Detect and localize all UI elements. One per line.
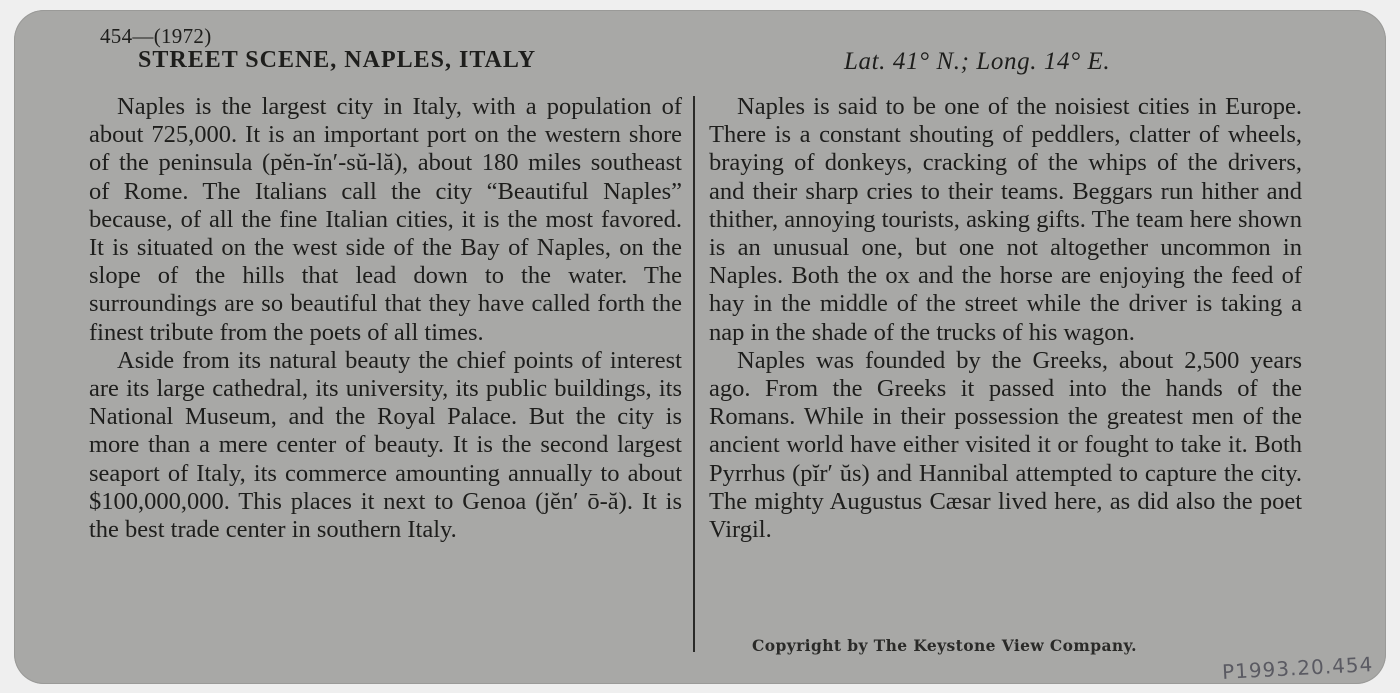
card-title: STREET SCENE, NAPLES, ITALY bbox=[138, 47, 537, 73]
paragraph: Aside from its natural beauty the chief points of interest are its large cathedral, its university, its public buildings, its National Museum, and the Royal Palace. But the city is more than a mere center of beauty. It is the second largest seaport of Italy, its commerce amounting annually to about $100,000,000. This places it next to Genoa (jĕn′ ō-ă). It is the best trade center in southern Italy. bbox=[89, 346, 682, 544]
card-number: 454—(1972) bbox=[100, 24, 212, 48]
copyright-notice: Copyright by The Keystone View Company. bbox=[752, 636, 1137, 655]
stereo-card-back bbox=[14, 10, 1386, 684]
column-divider bbox=[693, 96, 695, 652]
paragraph: Naples is the largest city in Italy, with a population of about 725,000. It is an important port on the western shore of the peninsula (pĕn-ĭn′-sŭ-lă), about 180 miles southeast of Rome. The Italians call the city “Beautiful Naples” because, of all the fine Italian cities, it is the most favored. It is situated on the west side of the Bay of Naples, on the slope of the hills that lead down to the water. The surroundings are so beautiful that they have called forth the finest tribute from the poets of all times. bbox=[89, 93, 682, 346]
left-column bbox=[89, 93, 682, 544]
right-column bbox=[709, 93, 1302, 544]
coordinates: Lat. 41° N.; Long. 14° E. bbox=[844, 48, 1111, 75]
accession-number: P1993.20.454 bbox=[1221, 652, 1374, 684]
paragraph: Naples was founded by the Greeks, about 2,500 years ago. From the Greeks it passed into the hands of the Romans. While in their possession the greatest men of the ancient world have either visited it or fought to take it. Both Pyrrhus (pĭr′ ŭs) and Hannibal attempted to capture the city. The mighty Augustus Cæsar lived here, as did also the poet Virgil. bbox=[709, 346, 1302, 544]
paragraph: Naples is said to be one of the noisiest cities in Europe. There is a constant shouting of peddlers, clatter of wheels, braying of donkeys, cracking of the whips of the drivers, and their sharp cries to their teams. Beggars run hither and thither, annoying tourists, asking gifts. The team here shown is an unusual one, but one not altogether uncommon in Naples. Both the ox and the horse are enjoying the feed of hay in the middle of the street while the driver is taking a nap in the shade of the trucks of his wagon. bbox=[709, 93, 1302, 346]
